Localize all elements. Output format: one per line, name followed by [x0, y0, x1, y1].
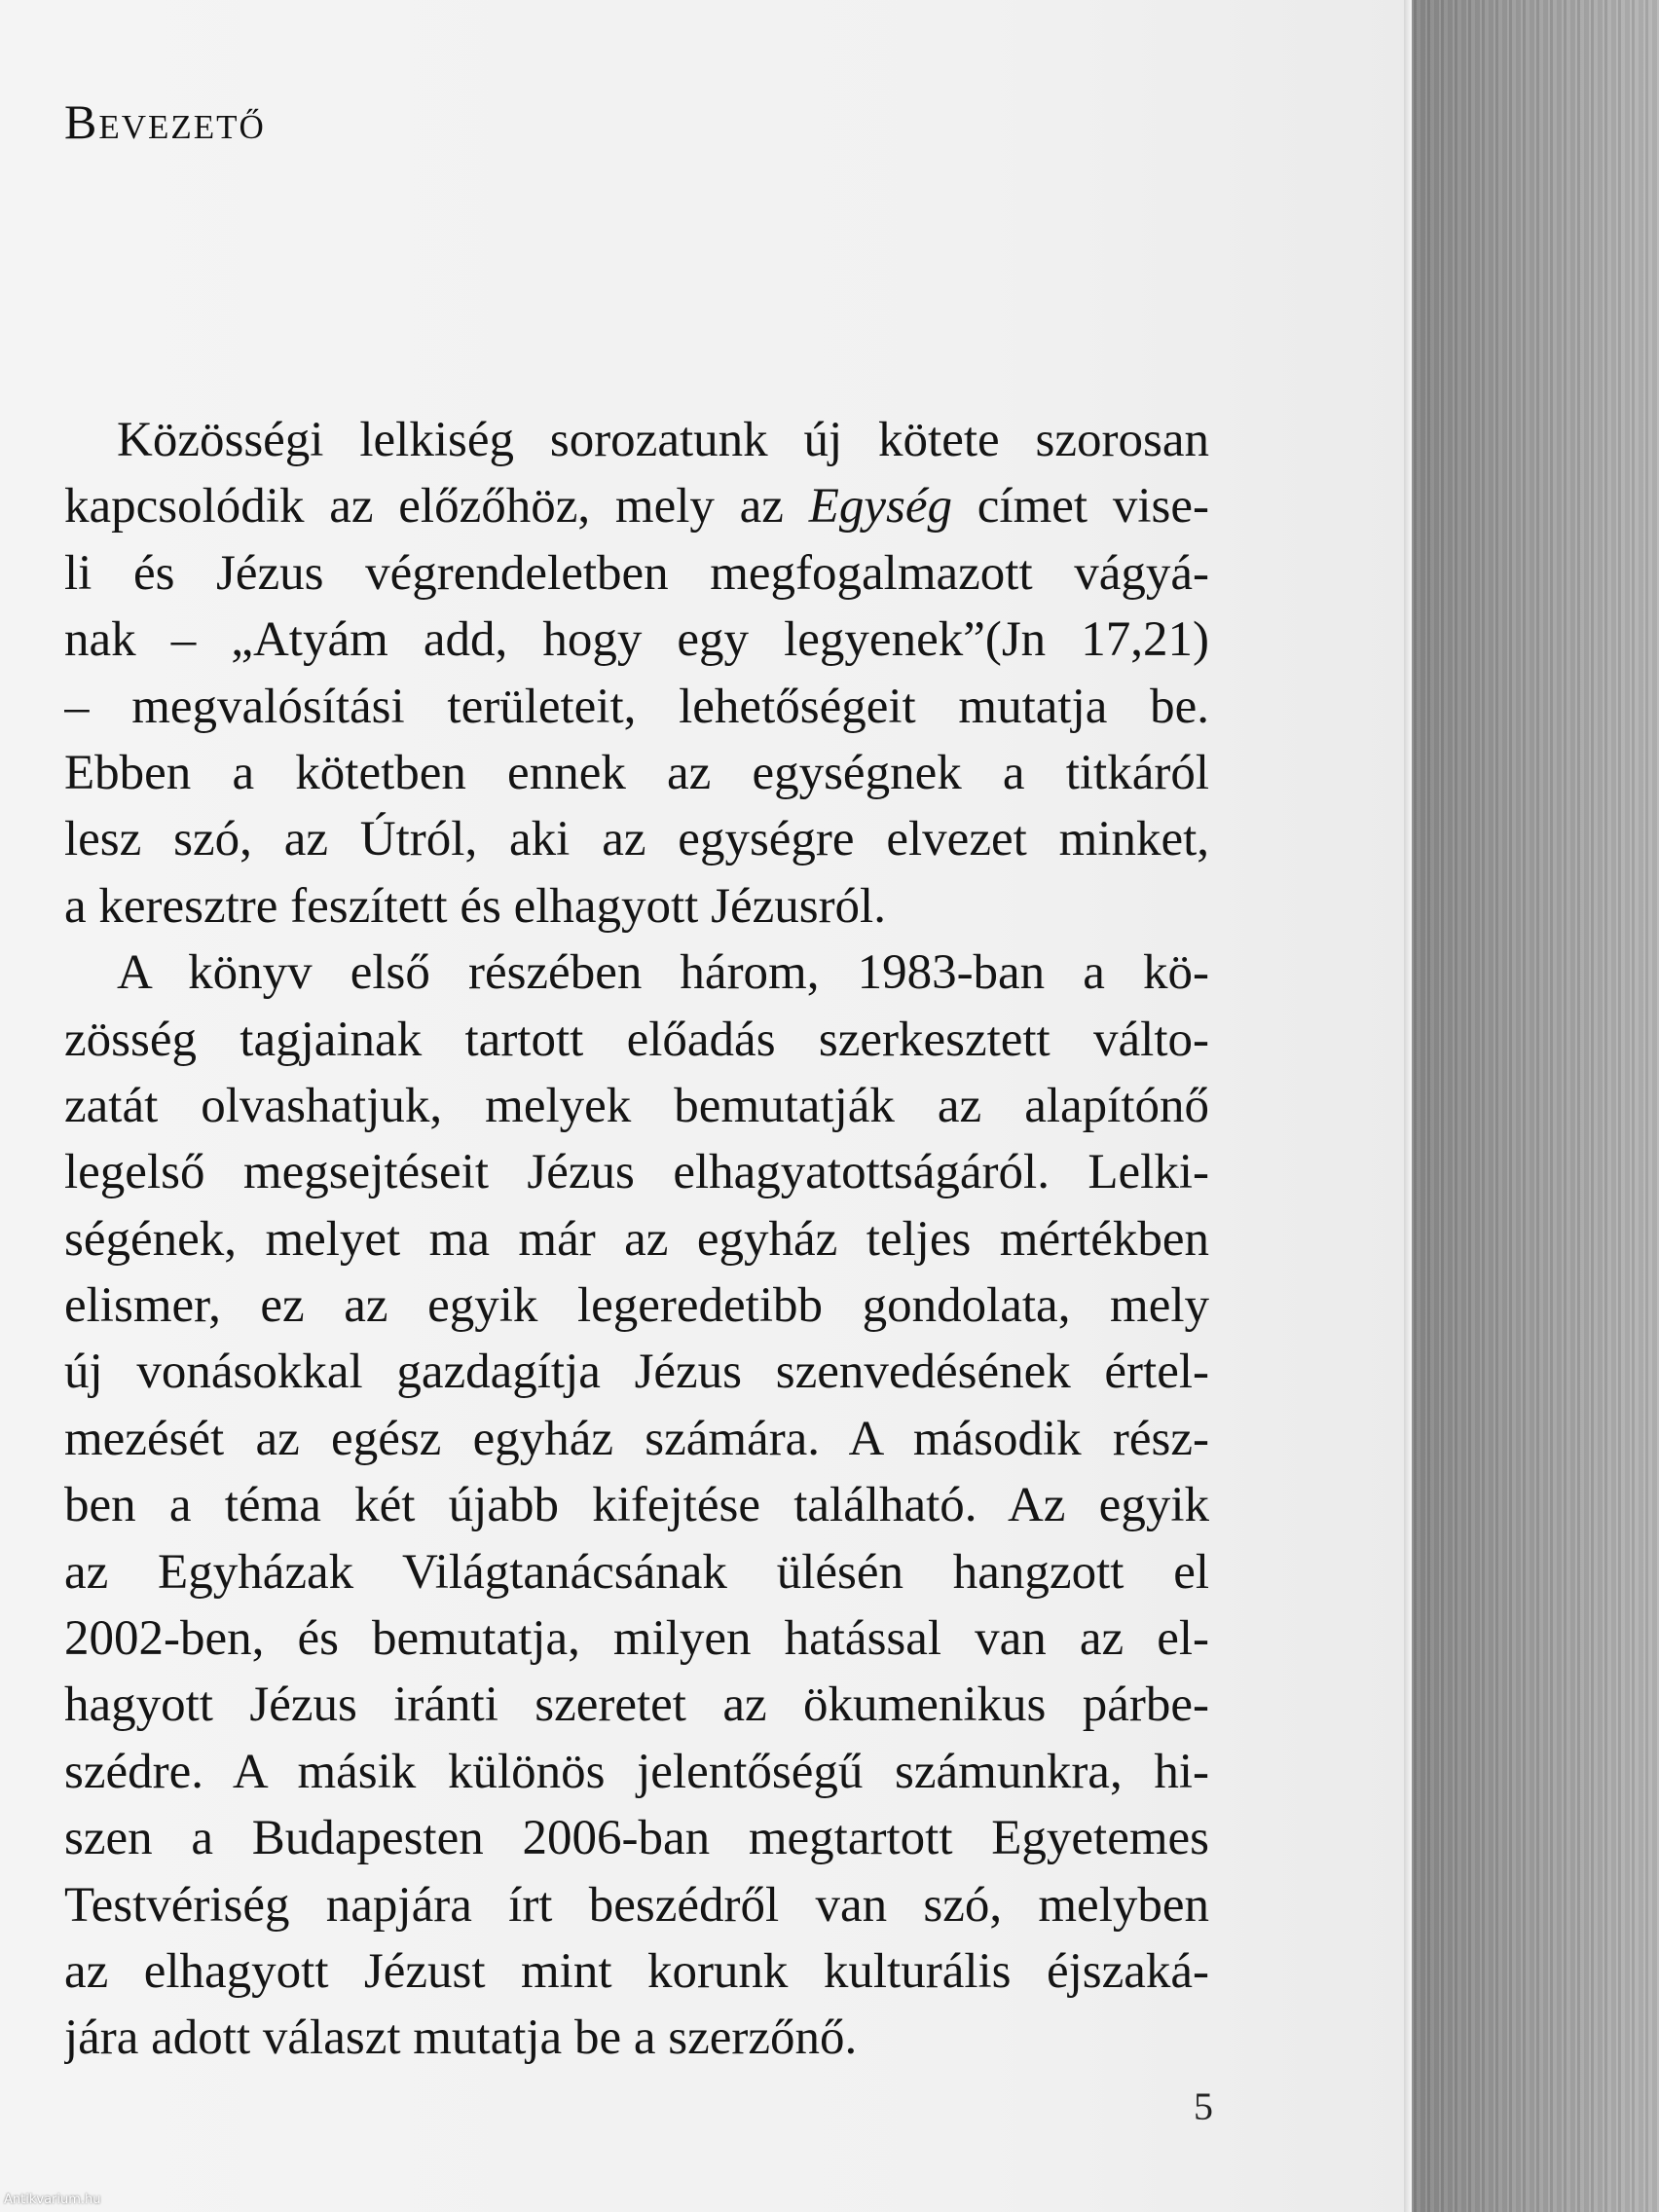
text-line: az Egyházak Világtanácsának ülésén hangzott el	[64, 1544, 1209, 1600]
text-line: zatát olvashatjuk, melyek bemutatják az alapítónő	[64, 1078, 1209, 1133]
text-line: elismer, ez az egyik legeredetibb gondolata, mely	[64, 1278, 1209, 1334]
text-line: a keresztre feszített és elhagyott Jézusról.	[64, 878, 886, 934]
text-line: A könyv első részében három, 1983-ban a kö-	[117, 945, 1209, 1001]
wood-background	[1412, 0, 1659, 2212]
text-line: lesz szó, az Útról, aki az egységre elvezet minket,	[64, 812, 1209, 867]
page-edge	[1404, 0, 1412, 2212]
text-line: új vonásokkal gazdagítja Jézus szenvedésének értel-	[64, 1345, 1209, 1400]
text-line: kapcsolódik az előzőhöz, mely az Egység címet vise-	[64, 479, 1209, 535]
text-line: Testvériség napjára írt beszédről van szó, melyben	[64, 1877, 1209, 1933]
text-line: szen a Budapesten 2006-ban megtartott Egyetemes	[64, 1811, 1209, 1866]
text-line: az elhagyott Jézust mint korunk kulturális éjszaká-	[64, 1943, 1209, 1999]
body-text	[64, 407, 1209, 2072]
page-number: 5	[1194, 2084, 1213, 2128]
text-line: hagyott Jézus iránti szeretet az ökumenikus párbe-	[64, 1677, 1209, 1733]
watermark: Antikvarium.hu	[4, 2193, 101, 2207]
text-line: ségének, melyet ma már az egyház teljes mértékben	[64, 1211, 1209, 1267]
text-line: li és Jézus végrendeletben megfogalmazott vágyá-	[64, 545, 1209, 601]
text-line: legelső megsejtéseit Jézus elhagyatottságáról. Lelki-	[64, 1145, 1209, 1200]
text-line: zösség tagjainak tartott előadás szerkesztett válto-	[64, 1012, 1209, 1067]
text-line: Ebben a kötetben ennek az egységnek a titkáról	[64, 745, 1209, 800]
text-line: nak – „Atyám add, hogy egy legyenek”(Jn 17,21)	[64, 612, 1209, 668]
text-line: szédre. A másik különös jelentőségű számunkra, hi-	[64, 1744, 1209, 1799]
text-line: jára adott választ mutatja be a szerzőnő.	[64, 2010, 858, 2066]
text-line: – megvalósítási területeit, lehetőségeit mutatja be.	[64, 679, 1209, 734]
book-title-emphasis: Egység	[808, 479, 953, 535]
text-line: Közösségi lelkiség sorozatunk új kötete szorosan	[117, 413, 1209, 467]
text-line: 2002-ben, és bemutatja, milyen hatással van az el-	[64, 1611, 1209, 1667]
text-line: mezését az egész egyház számára. A második rész-	[64, 1411, 1209, 1466]
text-line: ben a téma két újabb kifejtése található. Az egyik	[64, 1478, 1209, 1533]
chapter-heading: Bevezető	[64, 94, 266, 149]
